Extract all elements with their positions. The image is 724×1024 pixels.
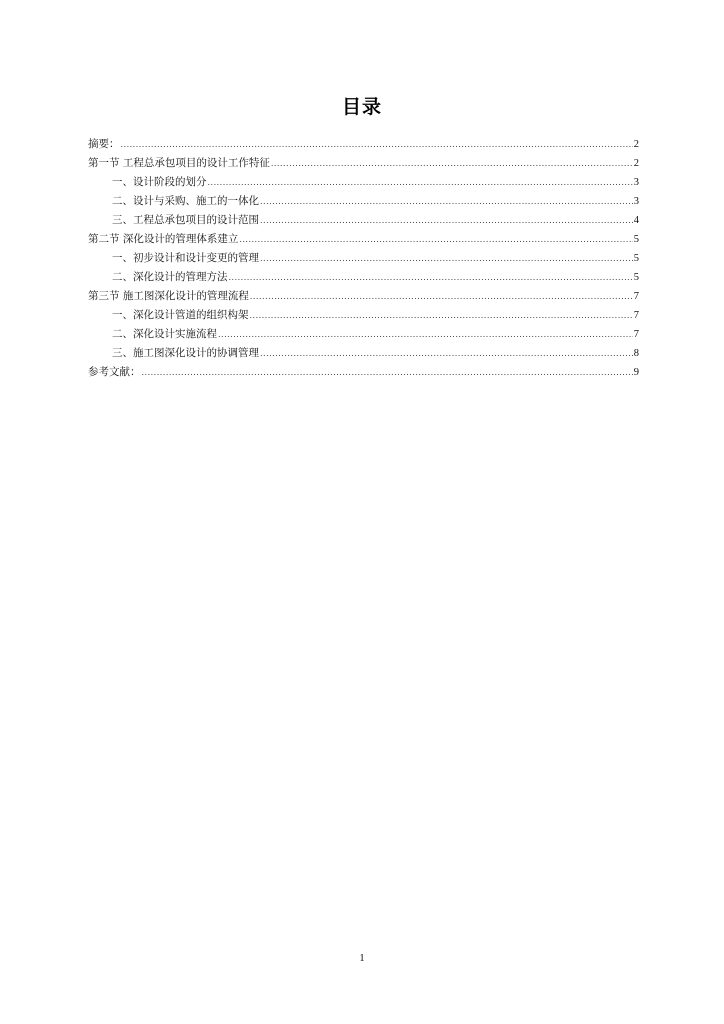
toc-entry[interactable] (88, 363, 639, 382)
toc-entry[interactable] (88, 306, 639, 325)
toc-entry[interactable] (88, 173, 639, 192)
toc-entry-text: 第一节 工程总承包项目的设计工作特征 (88, 157, 270, 169)
toc-leader-dots (239, 230, 632, 249)
toc-entry[interactable] (88, 192, 639, 211)
toc-entry[interactable] (88, 344, 639, 363)
toc-leader-dots (260, 211, 633, 230)
toc-leader-dots (250, 306, 633, 325)
toc-entry-text: 一、深化设计管道的组织构架 (112, 309, 249, 321)
toc-entry[interactable] (88, 211, 639, 230)
toc-entry-text: 参考文献： (88, 366, 141, 378)
toc-entry-page: 9 (633, 367, 639, 378)
toc-entry[interactable] (88, 268, 639, 287)
toc-entry-text: 一、设计阶段的划分 (112, 176, 207, 188)
toc-title: 目录 (341, 96, 382, 118)
toc-entry-text: 三、工程总承包项目的设计范围 (112, 214, 259, 226)
toc-entry-text: 三、施工图深化设计的协调管理 (112, 347, 259, 359)
toc-entry-page: 7 (633, 291, 639, 302)
toc-entry-page: 2 (633, 158, 639, 169)
toc-leader-dots (121, 135, 633, 154)
toc-entry-page: 7 (633, 329, 639, 340)
toc-leader-dots (208, 173, 633, 192)
toc-leader-dots (260, 249, 633, 268)
toc-entry-text: 二、深化设计实施流程 (112, 328, 217, 340)
toc-entry-page: 5 (633, 253, 639, 264)
toc-entry-page: 3 (633, 196, 639, 207)
toc-leader-dots (271, 154, 633, 173)
toc-entry-page: 3 (633, 177, 639, 188)
toc-entry-page: 8 (633, 348, 639, 359)
toc-leader-dots (229, 268, 633, 287)
toc-leader-dots (142, 363, 633, 382)
toc-entry-text: 第三节 施工图深化设计的管理流程 (88, 290, 249, 302)
toc-entry-page: 5 (633, 234, 639, 245)
toc-entry[interactable] (88, 287, 639, 306)
toc-entry[interactable] (88, 154, 639, 173)
toc-leader-dots (250, 287, 633, 306)
toc-entry-page: 2 (633, 139, 639, 150)
toc-leader-dots (260, 344, 633, 363)
toc-leader-dots (260, 192, 633, 211)
toc-entry-text: 二、设计与采购、施工的一体化 (112, 195, 259, 207)
toc-entry-text: 第二节 深化设计的管理体系建立 (88, 233, 239, 245)
toc-entry-text: 二、深化设计的管理方法 (112, 271, 228, 283)
page-number: 1 (359, 953, 365, 964)
toc-entry-page: 7 (633, 310, 639, 321)
toc-entry[interactable] (88, 135, 639, 154)
toc-entry[interactable] (88, 325, 639, 344)
toc-entry-text: 摘要： (88, 138, 120, 150)
toc-entry[interactable] (88, 249, 639, 268)
toc-entry-page: 4 (633, 215, 639, 226)
table-of-contents (88, 135, 639, 382)
toc-entry[interactable] (88, 230, 639, 249)
toc-leader-dots (218, 325, 633, 344)
toc-entry-page: 5 (633, 272, 639, 283)
toc-entry-text: 一、初步设计和设计变更的管理 (112, 252, 259, 264)
